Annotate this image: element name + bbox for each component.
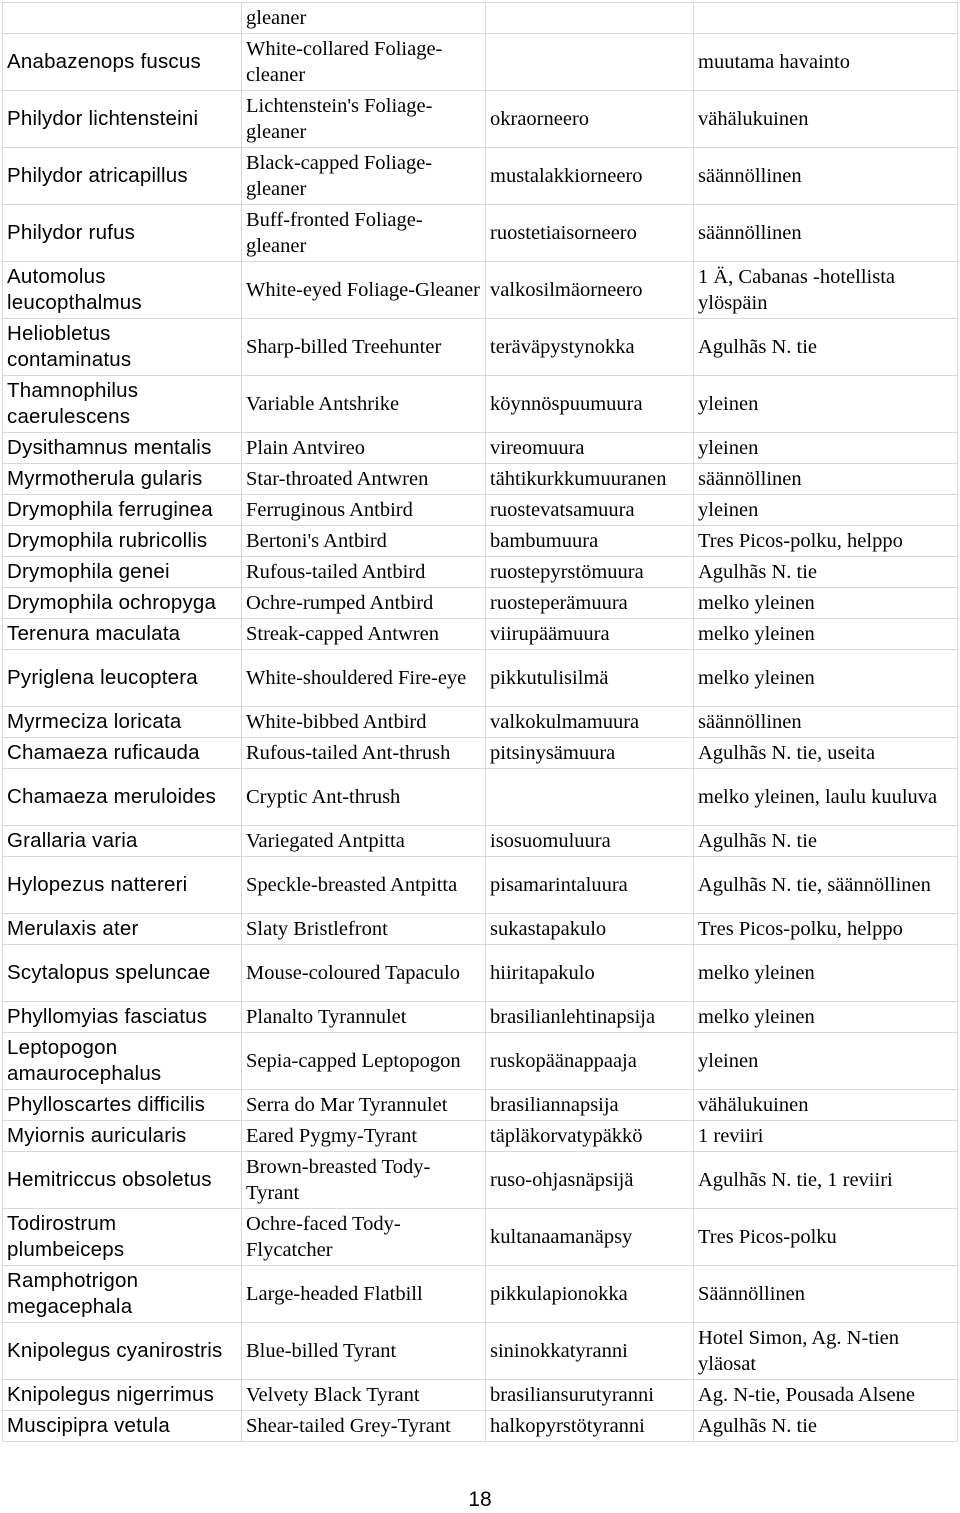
observation-note: yleinen bbox=[694, 495, 958, 526]
observation-note: melko yleinen bbox=[694, 588, 958, 619]
observation-note bbox=[694, 3, 958, 34]
observation-note: Agulhãs N. tie, useita bbox=[694, 738, 958, 769]
finnish-name: isosuomuluura bbox=[486, 826, 694, 857]
scientific-name: Philydor lichtensteini bbox=[3, 91, 242, 148]
table-row bbox=[3, 34, 958, 91]
english-name: Rufous-tailed Antbird bbox=[242, 557, 486, 588]
finnish-name: sininokkatyranni bbox=[486, 1323, 694, 1380]
observation-note: Agulhãs N. tie bbox=[694, 1411, 958, 1442]
english-name: Ochre-faced Tody-Flycatcher bbox=[242, 1209, 486, 1266]
table-row bbox=[3, 205, 958, 262]
finnish-name: ruostevatsamuura bbox=[486, 495, 694, 526]
scientific-name: Knipolegus cyanirostris bbox=[3, 1323, 242, 1380]
scientific-name: Chamaeza ruficauda bbox=[3, 738, 242, 769]
english-name: Ferruginous Antbird bbox=[242, 495, 486, 526]
observation-note: melko yleinen bbox=[694, 945, 958, 1002]
finnish-name: brasiliansurutyranni bbox=[486, 1380, 694, 1411]
finnish-name: ruosteperämuura bbox=[486, 588, 694, 619]
table-row bbox=[3, 619, 958, 650]
finnish-name bbox=[486, 34, 694, 91]
observation-note: melko yleinen bbox=[694, 650, 958, 707]
scientific-name: Thamnophilus caerulescens bbox=[3, 376, 242, 433]
table-row bbox=[3, 557, 958, 588]
table-row bbox=[3, 588, 958, 619]
table-row bbox=[3, 1002, 958, 1033]
scientific-name: Todirostrum plumbeiceps bbox=[3, 1209, 242, 1266]
observation-note: Agulhãs N. tie bbox=[694, 826, 958, 857]
english-name: Ochre-rumped Antbird bbox=[242, 588, 486, 619]
table-row bbox=[3, 738, 958, 769]
observation-note: 1 reviiri bbox=[694, 1121, 958, 1152]
table-row bbox=[3, 769, 958, 826]
finnish-name: pikkulapionokka bbox=[486, 1266, 694, 1323]
finnish-name bbox=[486, 3, 694, 34]
scientific-name: Scytalopus speluncae bbox=[3, 945, 242, 1002]
species-table bbox=[2, 2, 958, 1442]
finnish-name: brasiliannapsija bbox=[486, 1090, 694, 1121]
table-row bbox=[3, 914, 958, 945]
table-row bbox=[3, 1209, 958, 1266]
table-row bbox=[3, 148, 958, 205]
english-name: White-bibbed Antbird bbox=[242, 707, 486, 738]
scientific-name: Pyriglena leucoptera bbox=[3, 650, 242, 707]
scientific-name: Drymophila genei bbox=[3, 557, 242, 588]
table-row bbox=[3, 1380, 958, 1411]
english-name: White-shouldered Fire-eye bbox=[242, 650, 486, 707]
scientific-name: Myrmotherula gularis bbox=[3, 464, 242, 495]
english-name: Black-capped Foliage-gleaner bbox=[242, 148, 486, 205]
table-row bbox=[3, 526, 958, 557]
english-name: Rufous-tailed Ant-thrush bbox=[242, 738, 486, 769]
english-name: Velvety Black Tyrant bbox=[242, 1380, 486, 1411]
table-row bbox=[3, 1323, 958, 1380]
scientific-name: Muscipipra vetula bbox=[3, 1411, 242, 1442]
scientific-name: Hylopezus nattereri bbox=[3, 857, 242, 914]
table-row bbox=[3, 857, 958, 914]
table-row bbox=[3, 945, 958, 1002]
finnish-name: ruskopäänappaaja bbox=[486, 1033, 694, 1090]
scientific-name: Anabazenops fuscus bbox=[3, 34, 242, 91]
observation-note: Agulhãs N. tie, säännöllinen bbox=[694, 857, 958, 914]
english-name: Speckle-breasted Antpitta bbox=[242, 857, 486, 914]
finnish-name: pikkutulisilmä bbox=[486, 650, 694, 707]
scientific-name: Phylloscartes difficilis bbox=[3, 1090, 242, 1121]
english-name: Planalto Tyrannulet bbox=[242, 1002, 486, 1033]
observation-note: 1 Ä, Cabanas -hotellista ylöspäin bbox=[694, 262, 958, 319]
finnish-name: täpläkorvatypäkkö bbox=[486, 1121, 694, 1152]
finnish-name bbox=[486, 769, 694, 826]
english-name: Large-headed Flatbill bbox=[242, 1266, 486, 1323]
scientific-name: Drymophila ochropyga bbox=[3, 588, 242, 619]
finnish-name: ruso-ohjasnäpsijä bbox=[486, 1152, 694, 1209]
finnish-name: valkokulmamuura bbox=[486, 707, 694, 738]
finnish-name: pitsinysämuura bbox=[486, 738, 694, 769]
observation-note: Tres Picos-polku, helppo bbox=[694, 914, 958, 945]
finnish-name: pisamarintaluura bbox=[486, 857, 694, 914]
observation-note: säännöllinen bbox=[694, 148, 958, 205]
scientific-name: Philydor rufus bbox=[3, 205, 242, 262]
species-table-body bbox=[3, 3, 958, 1442]
observation-note: yleinen bbox=[694, 1033, 958, 1090]
scientific-name: Drymophila rubricollis bbox=[3, 526, 242, 557]
observation-note: yleinen bbox=[694, 433, 958, 464]
scientific-name: Merulaxis ater bbox=[3, 914, 242, 945]
finnish-name: okraorneero bbox=[486, 91, 694, 148]
english-name: Shear-tailed Grey-Tyrant bbox=[242, 1411, 486, 1442]
table-row bbox=[3, 376, 958, 433]
scientific-name: Myrmeciza loricata bbox=[3, 707, 242, 738]
scientific-name: Hemitriccus obsoletus bbox=[3, 1152, 242, 1209]
finnish-name: mustalakkiorneero bbox=[486, 148, 694, 205]
table-row bbox=[3, 1152, 958, 1209]
scientific-name: Grallaria varia bbox=[3, 826, 242, 857]
observation-note: säännöllinen bbox=[694, 205, 958, 262]
observation-note: vähälukuinen bbox=[694, 91, 958, 148]
scientific-name: Ramphotrigon megacephala bbox=[3, 1266, 242, 1323]
english-name: Mouse-coloured Tapaculo bbox=[242, 945, 486, 1002]
scientific-name: Drymophila ferruginea bbox=[3, 495, 242, 526]
english-name: Eared Pygmy-Tyrant bbox=[242, 1121, 486, 1152]
scientific-name: Philydor atricapillus bbox=[3, 148, 242, 205]
scientific-name: Automolus leucopthalmus bbox=[3, 262, 242, 319]
english-name: Variable Antshrike bbox=[242, 376, 486, 433]
english-name: gleaner bbox=[242, 3, 486, 34]
scientific-name: Leptopogon amaurocephalus bbox=[3, 1033, 242, 1090]
english-name: Brown-breasted Tody-Tyrant bbox=[242, 1152, 486, 1209]
observation-note: säännöllinen bbox=[694, 707, 958, 738]
scientific-name: Phyllomyias fasciatus bbox=[3, 1002, 242, 1033]
observation-note: Säännöllinen bbox=[694, 1266, 958, 1323]
english-name: White-collared Foliage-cleaner bbox=[242, 34, 486, 91]
english-name: Buff-fronted Foliage-gleaner bbox=[242, 205, 486, 262]
observation-note: Agulhãs N. tie bbox=[694, 319, 958, 376]
english-name: Serra do Mar Tyrannulet bbox=[242, 1090, 486, 1121]
finnish-name: köynnöspuumuura bbox=[486, 376, 694, 433]
observation-note: muutama havainto bbox=[694, 34, 958, 91]
observation-note: vähälukuinen bbox=[694, 1090, 958, 1121]
observation-note: Agulhãs N. tie, 1 reviiri bbox=[694, 1152, 958, 1209]
observation-note: yleinen bbox=[694, 376, 958, 433]
table-row bbox=[3, 1033, 958, 1090]
observation-note: melko yleinen bbox=[694, 619, 958, 650]
observation-note: säännöllinen bbox=[694, 464, 958, 495]
english-name: White-eyed Foliage-Gleaner bbox=[242, 262, 486, 319]
finnish-name: hiiritapakulo bbox=[486, 945, 694, 1002]
scientific-name: Chamaeza meruloides bbox=[3, 769, 242, 826]
observation-note: melko yleinen bbox=[694, 1002, 958, 1033]
finnish-name: bambumuura bbox=[486, 526, 694, 557]
table-row bbox=[3, 3, 958, 34]
table-row bbox=[3, 1266, 958, 1323]
finnish-name: teräväpystynokka bbox=[486, 319, 694, 376]
english-name: Variegated Antpitta bbox=[242, 826, 486, 857]
finnish-name: halkopyrstötyranni bbox=[486, 1411, 694, 1442]
english-name: Streak-capped Antwren bbox=[242, 619, 486, 650]
table-row bbox=[3, 262, 958, 319]
observation-note: Ag. N-tie, Pousada Alsene bbox=[694, 1380, 958, 1411]
observation-note: Tres Picos-polku, helppo bbox=[694, 526, 958, 557]
finnish-name: valkosilmäorneero bbox=[486, 262, 694, 319]
english-name: Cryptic Ant-thrush bbox=[242, 769, 486, 826]
page-number: 18 bbox=[468, 1488, 492, 1511]
table-row bbox=[3, 1411, 958, 1442]
finnish-name: tähtikurkkumuuranen bbox=[486, 464, 694, 495]
english-name: Sharp-billed Treehunter bbox=[242, 319, 486, 376]
observation-note: melko yleinen, laulu kuuluva bbox=[694, 769, 958, 826]
english-name: Plain Antvireo bbox=[242, 433, 486, 464]
english-name: Sepia-capped Leptopogon bbox=[242, 1033, 486, 1090]
scientific-name: Knipolegus nigerrimus bbox=[3, 1380, 242, 1411]
english-name: Bertoni's Antbird bbox=[242, 526, 486, 557]
english-name: Star-throated Antwren bbox=[242, 464, 486, 495]
observation-note: Agulhãs N. tie bbox=[694, 557, 958, 588]
table-row bbox=[3, 826, 958, 857]
finnish-name: ruostetiaisorneero bbox=[486, 205, 694, 262]
english-name: Blue-billed Tyrant bbox=[242, 1323, 486, 1380]
table-row bbox=[3, 707, 958, 738]
table-row bbox=[3, 433, 958, 464]
finnish-name: kultanaamanäpsy bbox=[486, 1209, 694, 1266]
table-row bbox=[3, 1090, 958, 1121]
finnish-name: vireomuura bbox=[486, 433, 694, 464]
english-name: Slaty Bristlefront bbox=[242, 914, 486, 945]
finnish-name: viirupäämuura bbox=[486, 619, 694, 650]
table-row bbox=[3, 495, 958, 526]
table-row bbox=[3, 319, 958, 376]
finnish-name: brasilianlehtinapsija bbox=[486, 1002, 694, 1033]
scientific-name: Dysithamnus mentalis bbox=[3, 433, 242, 464]
scientific-name: Heliobletus contaminatus bbox=[3, 319, 242, 376]
english-name: Lichtenstein's Foliage-gleaner bbox=[242, 91, 486, 148]
scientific-name: Terenura maculata bbox=[3, 619, 242, 650]
table-row bbox=[3, 1121, 958, 1152]
finnish-name: sukastapakulo bbox=[486, 914, 694, 945]
table-row bbox=[3, 464, 958, 495]
table-row bbox=[3, 91, 958, 148]
observation-note: Tres Picos-polku bbox=[694, 1209, 958, 1266]
table-row bbox=[3, 650, 958, 707]
scientific-name: Myiornis auricularis bbox=[3, 1121, 242, 1152]
observation-note: Hotel Simon, Ag. N-tien yläosat bbox=[694, 1323, 958, 1380]
scientific-name bbox=[3, 3, 242, 34]
finnish-name: ruostepyrstömuura bbox=[486, 557, 694, 588]
